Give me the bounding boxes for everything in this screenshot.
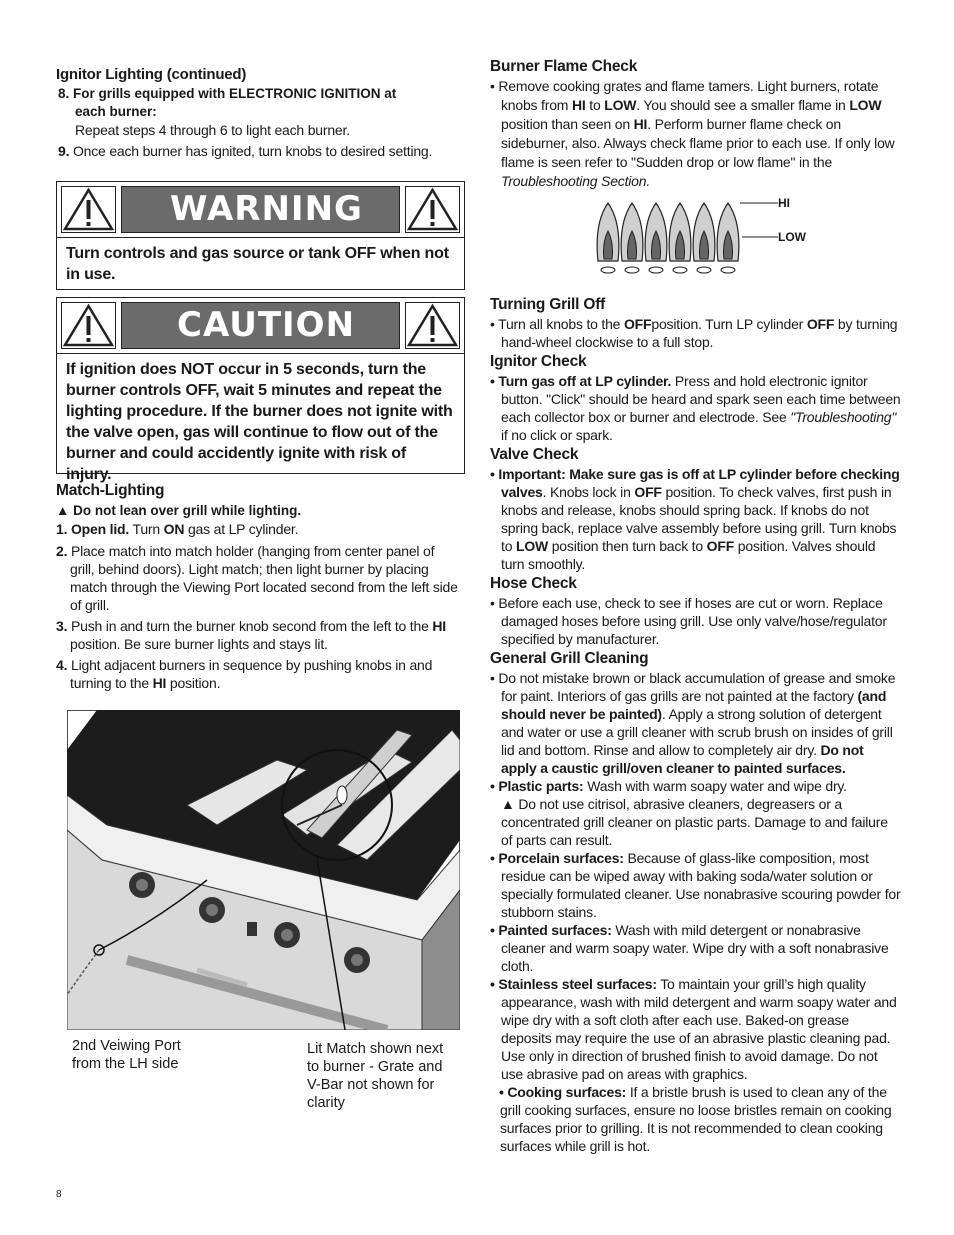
- ign-troubleshooting: "Troubleshooting": [790, 409, 897, 425]
- ign-text-b: Press and hold electronic ignitor button. "Click" should be heard and spark seen each time between each collector box or burner and electrode. See: [501, 373, 901, 425]
- match-warning: [56, 502, 461, 520]
- flame-text-a: • Remove cooking grates and flame tamers. Light burners, rotate knobs from: [490, 78, 879, 113]
- valve-low: LOW: [515, 538, 549, 554]
- left-column: [56, 66, 466, 160]
- match-step-3-text-b: position. Be sure burner lights and stays lit.: [70, 636, 328, 652]
- ign-bold: • Turn gas off at LP cylinder.: [490, 373, 672, 389]
- match-heading: Match-Lighting: [56, 482, 165, 499]
- caution-box: [56, 297, 465, 483]
- match-step-2-num: 2.: [56, 543, 68, 559]
- match-step-1-text-a: Turn: [129, 521, 164, 537]
- c3-text: Because of glass-like composition, most residue can be wiped away with baking soda/water solution or specially formulated cleaner. Use nonabrasive scouring powder for stubborn stains.: [501, 850, 901, 920]
- c5-text: To maintain your grill’s high quality appearance, wash with mild detergent and warm soapy water and wipe dry with a soft cloth after each use. Baked-on grease deposits may require the use of an abrasive plastic cleaning pad. Use only in direction of brushed finish to avoid damage. Do not use abrasive pad on areas with graphics.: [501, 976, 897, 1082]
- c6-text: If a bristle brush is used to clean any of the grill cooking surfaces, ensure no loose bristles remain on cooking surfaces prior to grilling. It is not recommended to clean cooking surfaces while grill is hot.: [500, 1084, 892, 1154]
- flame-troubleshooting: Troubleshooting Section.: [501, 173, 651, 189]
- caution-banner-bar: [121, 302, 400, 349]
- match-step-4: [56, 656, 461, 692]
- match-step-4-hi: HI: [152, 675, 167, 691]
- caution-triangle-right-icon: [405, 302, 460, 349]
- c1-text-c: . Apply a strong solution of detergent and water or use a grill cleaner with scrub brush on insides of grill lid and bottom. Rinse and allow to completely air dry.: [501, 706, 893, 758]
- match-step-2-text: Place match into match holder (hanging from center panel of grill, behind doors). Light match; then light burner by placing match through the Viewing Port located second from the left side of grill.: [70, 543, 458, 613]
- flame-illustration: [590, 193, 820, 278]
- match-lighting-section: [56, 482, 461, 692]
- ignitor-check-text: [490, 372, 902, 444]
- match-step-1-text-b: gas at LP cylinder.: [184, 521, 299, 537]
- off-bold-1: OFF: [623, 316, 652, 332]
- c2-bold: • Plastic parts:: [490, 778, 584, 794]
- match-step-3: [56, 617, 461, 653]
- caution-word: CAUTION: [177, 305, 356, 345]
- caption-lit-match: Lit Match shown next to burner - Grate and V-Bar not shown for clarity: [307, 1041, 444, 1111]
- c4-bold: • Painted surfaces:: [490, 922, 612, 938]
- right-column-bottom: [490, 296, 902, 1155]
- ignitor-check-heading: Ignitor Check: [490, 353, 587, 370]
- flame-label-low: LOW: [778, 230, 806, 244]
- valve-off: OFF: [634, 484, 662, 500]
- match-step-3-num: 3.: [56, 618, 68, 634]
- match-step-3-text-a: Push in and turn the burner knob second from the left to the: [70, 618, 433, 634]
- turning-off-text: [490, 315, 902, 351]
- flame-low-2: LOW: [849, 97, 882, 113]
- flame-text-b: to: [585, 97, 605, 113]
- flame-hi-2: HI: [633, 116, 648, 132]
- triangle-bullet-icon: ▲: [56, 503, 70, 518]
- ign-text-d: if no click or spark.: [501, 427, 613, 443]
- warning-word: WARNING: [170, 189, 363, 229]
- step-8: [58, 85, 466, 121]
- c2-text-c: Do not use citrisol, abrasive cleaners, degreasers or a concentrated grill cleaner on plastic parts. Damage to and failure of parts can result.: [501, 796, 888, 848]
- step-8-title-cont: each burner:: [75, 104, 157, 119]
- cleaning-porcelain: [490, 849, 902, 921]
- step-8-text: Repeat steps 4 through 6 to light each burner.: [75, 122, 350, 138]
- step-8-title: 8. For grills equipped with ELECTRONIC IGNITION at: [58, 86, 397, 101]
- grill-illustration: [67, 710, 460, 1030]
- ignitor-heading: Ignitor Lighting (continued): [56, 66, 247, 83]
- c1-bold-b: (and should never be painted): [501, 688, 887, 722]
- caution-triangle-left-icon: [61, 302, 116, 349]
- valve-bold: • Important: Make sure gas is off at LP cylinder before checking valves: [490, 466, 900, 500]
- c3-bold: • Porcelain surfaces:: [490, 850, 624, 866]
- step-9: [58, 142, 466, 160]
- cleaning-plastic: [490, 777, 902, 795]
- caution-text: If ignition does NOT occur in 5 seconds, turn the burner controls OFF, wait 5 minutes and repeat the lighting procedure. If the burner does not ignite with the valve open, gas will continue to flow out of the burner and could accidently ignite with risk of injury.: [66, 361, 453, 483]
- flame-text-c: . You should see a smaller flame in: [636, 97, 850, 113]
- turning-off-heading: Turning Grill Off: [490, 296, 606, 313]
- match-step-1: [56, 520, 461, 538]
- step-9-num: 9.: [58, 143, 70, 159]
- match-warning-text: Do not lean over grill while lighting.: [73, 503, 302, 518]
- flame-hi: HI: [571, 97, 586, 113]
- c6-bold: • Cooking surfaces:: [499, 1084, 627, 1100]
- valve-text-c: position. To check valves, first push in knobs and release, knobs should spring back. If knobs do not spring back, replace valve assembly before using grill. Turn knobs to: [501, 484, 897, 554]
- hose-check-text: • Before each use, check to see if hoses are cut or worn. Replace damaged hoses before using grill. Use only valve/hose/regulator specified by manufacturer.: [490, 595, 887, 647]
- valve-text-b: . Knobs lock in: [542, 484, 635, 500]
- off-text-a: • Turn all knobs to the: [490, 316, 624, 332]
- off-bold-2: OFF: [806, 316, 835, 332]
- valve-check-heading: Valve Check: [490, 446, 579, 463]
- hose-check-heading: Hose Check: [490, 575, 577, 592]
- caption-viewing-port: 2nd Veiwing Port from the LH side: [72, 1038, 181, 1072]
- warning-banner-bar: [121, 186, 400, 233]
- warning-triangle-right-icon: [405, 186, 460, 233]
- flame-check-text: [490, 77, 900, 191]
- flame-label-hi: HI: [778, 196, 790, 210]
- warning-triangle-left-icon: [61, 186, 116, 233]
- right-column-top: [490, 58, 900, 191]
- valve-off-2: OFF: [706, 538, 735, 554]
- cleaning-paint: [490, 669, 902, 777]
- cleaning-cooking: [490, 1083, 902, 1155]
- match-step-4-num: 4.: [56, 657, 68, 673]
- match-step-4-text-b: position.: [166, 675, 221, 691]
- flame-low: LOW: [604, 97, 637, 113]
- valve-check-text: [490, 465, 902, 573]
- flame-check-heading: Burner Flame Check: [490, 58, 638, 75]
- off-text-e: by turning hand-wheel clockwise to a full stop.: [501, 316, 898, 350]
- warning-banner: [57, 182, 464, 238]
- c1-bold-d: Do not apply a caustic grill/oven cleaner to painted surfaces.: [501, 742, 864, 776]
- grill-drawing: [67, 710, 460, 1030]
- valve-text-d: position then turn back to: [548, 538, 707, 554]
- triangle-bullet-icon-2: ▲: [501, 796, 515, 812]
- match-step-3-hi: HI: [432, 618, 446, 634]
- valve-text-e: position. Valves should turn smoothly.: [501, 538, 876, 572]
- off-text-c: position. Turn LP cylinder: [651, 316, 807, 332]
- match-step-1-title: 1. Open lid.: [56, 521, 130, 537]
- c4-text: Wash with mild detergent or nonabrasive cleaner and warm soapy water. Wipe dry with a soft nonabrasive cloth.: [501, 922, 889, 974]
- warning-box: [56, 181, 465, 290]
- cleaning-stainless: [490, 975, 902, 1083]
- match-step-4-text-a: Light adjacent burners in sequence by pushing knobs in and turning to the: [70, 657, 433, 691]
- cleaning-heading: General Grill Cleaning: [490, 650, 649, 667]
- flame-text-e: . Perform burner flame check on sideburner, also. Always check flame prior to each use. If only low flame is seen refer to "Sudden drop or low flame" in the: [501, 116, 895, 170]
- step-9-text: Once each burner has ignited, turn knobs to desired setting.: [72, 143, 433, 159]
- c2-text-b: Wash with warm soapy water and wipe dry.: [583, 778, 847, 794]
- cleaning-painted: [490, 921, 902, 975]
- cleaning-plastic-warning: [490, 795, 902, 849]
- flame-text-d: position than seen on: [501, 116, 634, 132]
- match-step-2: [56, 542, 461, 614]
- match-step-1-on: ON: [163, 521, 185, 537]
- page-number: 8: [56, 1189, 62, 1200]
- caution-banner: [57, 298, 464, 354]
- warning-text: Turn controls and gas source or tank OFF when not in use.: [66, 245, 449, 283]
- c5-bold: • Stainless steel surfaces:: [490, 976, 657, 992]
- c1-text-a: • Do not mistake brown or black accumulation of grease and smoke for paint. Interiors of gas grills are not painted at the factory: [490, 670, 896, 704]
